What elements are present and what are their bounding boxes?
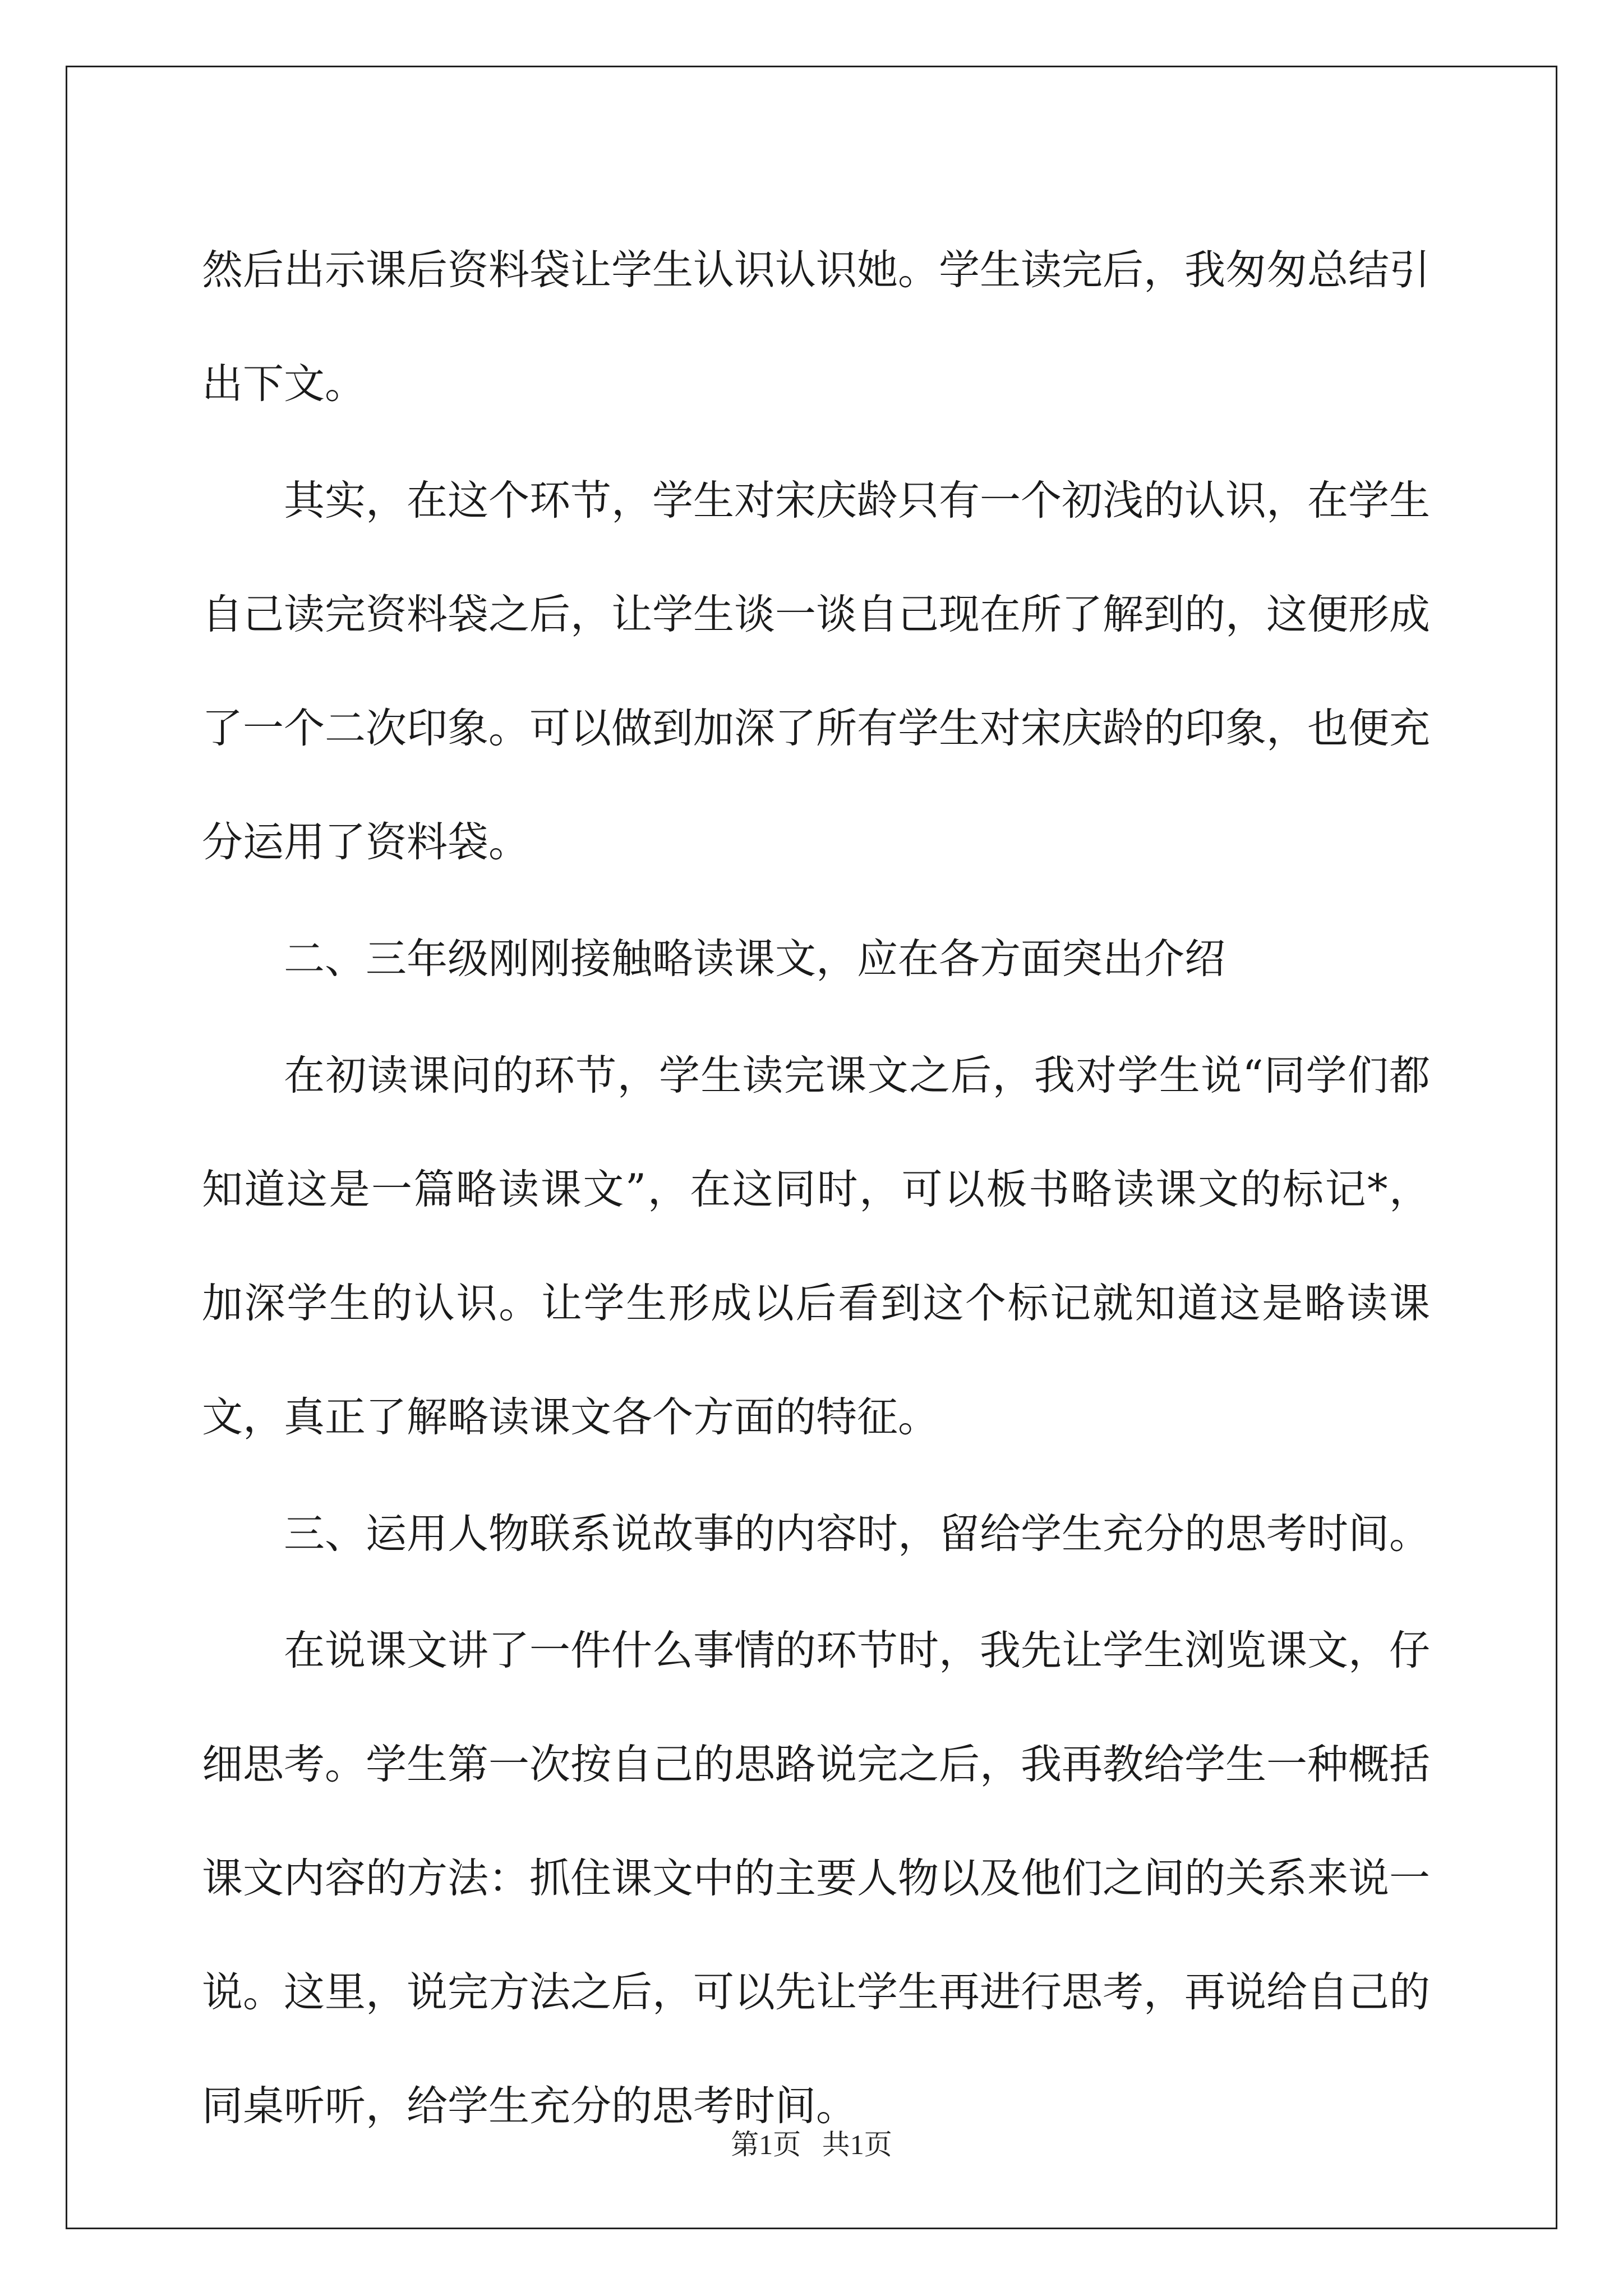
paragraph-4: 在初读课问的环节，学生读完课文之后，我对学生说“同学们都知道这是一篇略读课文”，在这同时，可以板书略读课文的标记*，加深学生的认识。让学生形成以后看到这个标记就知道这是略读课文，真正了解略读课文各个方面的特征。 (202, 1052, 1430, 1441)
page-number-footer: 第1页 共1页 (731, 2129, 892, 2160)
paragraph-6: 在说课文讲了一件什么事情的环节时，我先让学生浏览课文，仔细思考。学生第一次按自己的思路说完之后，我再教给学生一种概括课文内容的方法：抓住课文中的主要人物以及他们之间的关系来说一说。这里，说完方法之后，可以先让学生再进行思考，再说给自己的同桌听听，给学生充分的思考时间。 (202, 1627, 1430, 2130)
document-body (202, 213, 1430, 2163)
paragraph-5-heading: 三、运用人物联系说故事的内容时，留给学生充分的思考时间。 (284, 1510, 1430, 1558)
paragraph-2: 其实，在这个环节，学生对宋庆龄只有一个初浅的认识，在学生自己读完资料袋之后，让学生谈一谈自己现在所了解到的，这便形成了一个二次印象。可以做到加深了所有学生对宋庆龄的印象，也便充分运用了资料袋。 (202, 477, 1430, 866)
paragraph-3-heading: 二、三年级刚刚接触略读课文，应在各方面突出介绍 (284, 935, 1225, 983)
paragraph-1: 然后出示课后资料袋让学生认识认识她。学生读完后，我匆匆总结引出下文。 (202, 246, 1430, 408)
